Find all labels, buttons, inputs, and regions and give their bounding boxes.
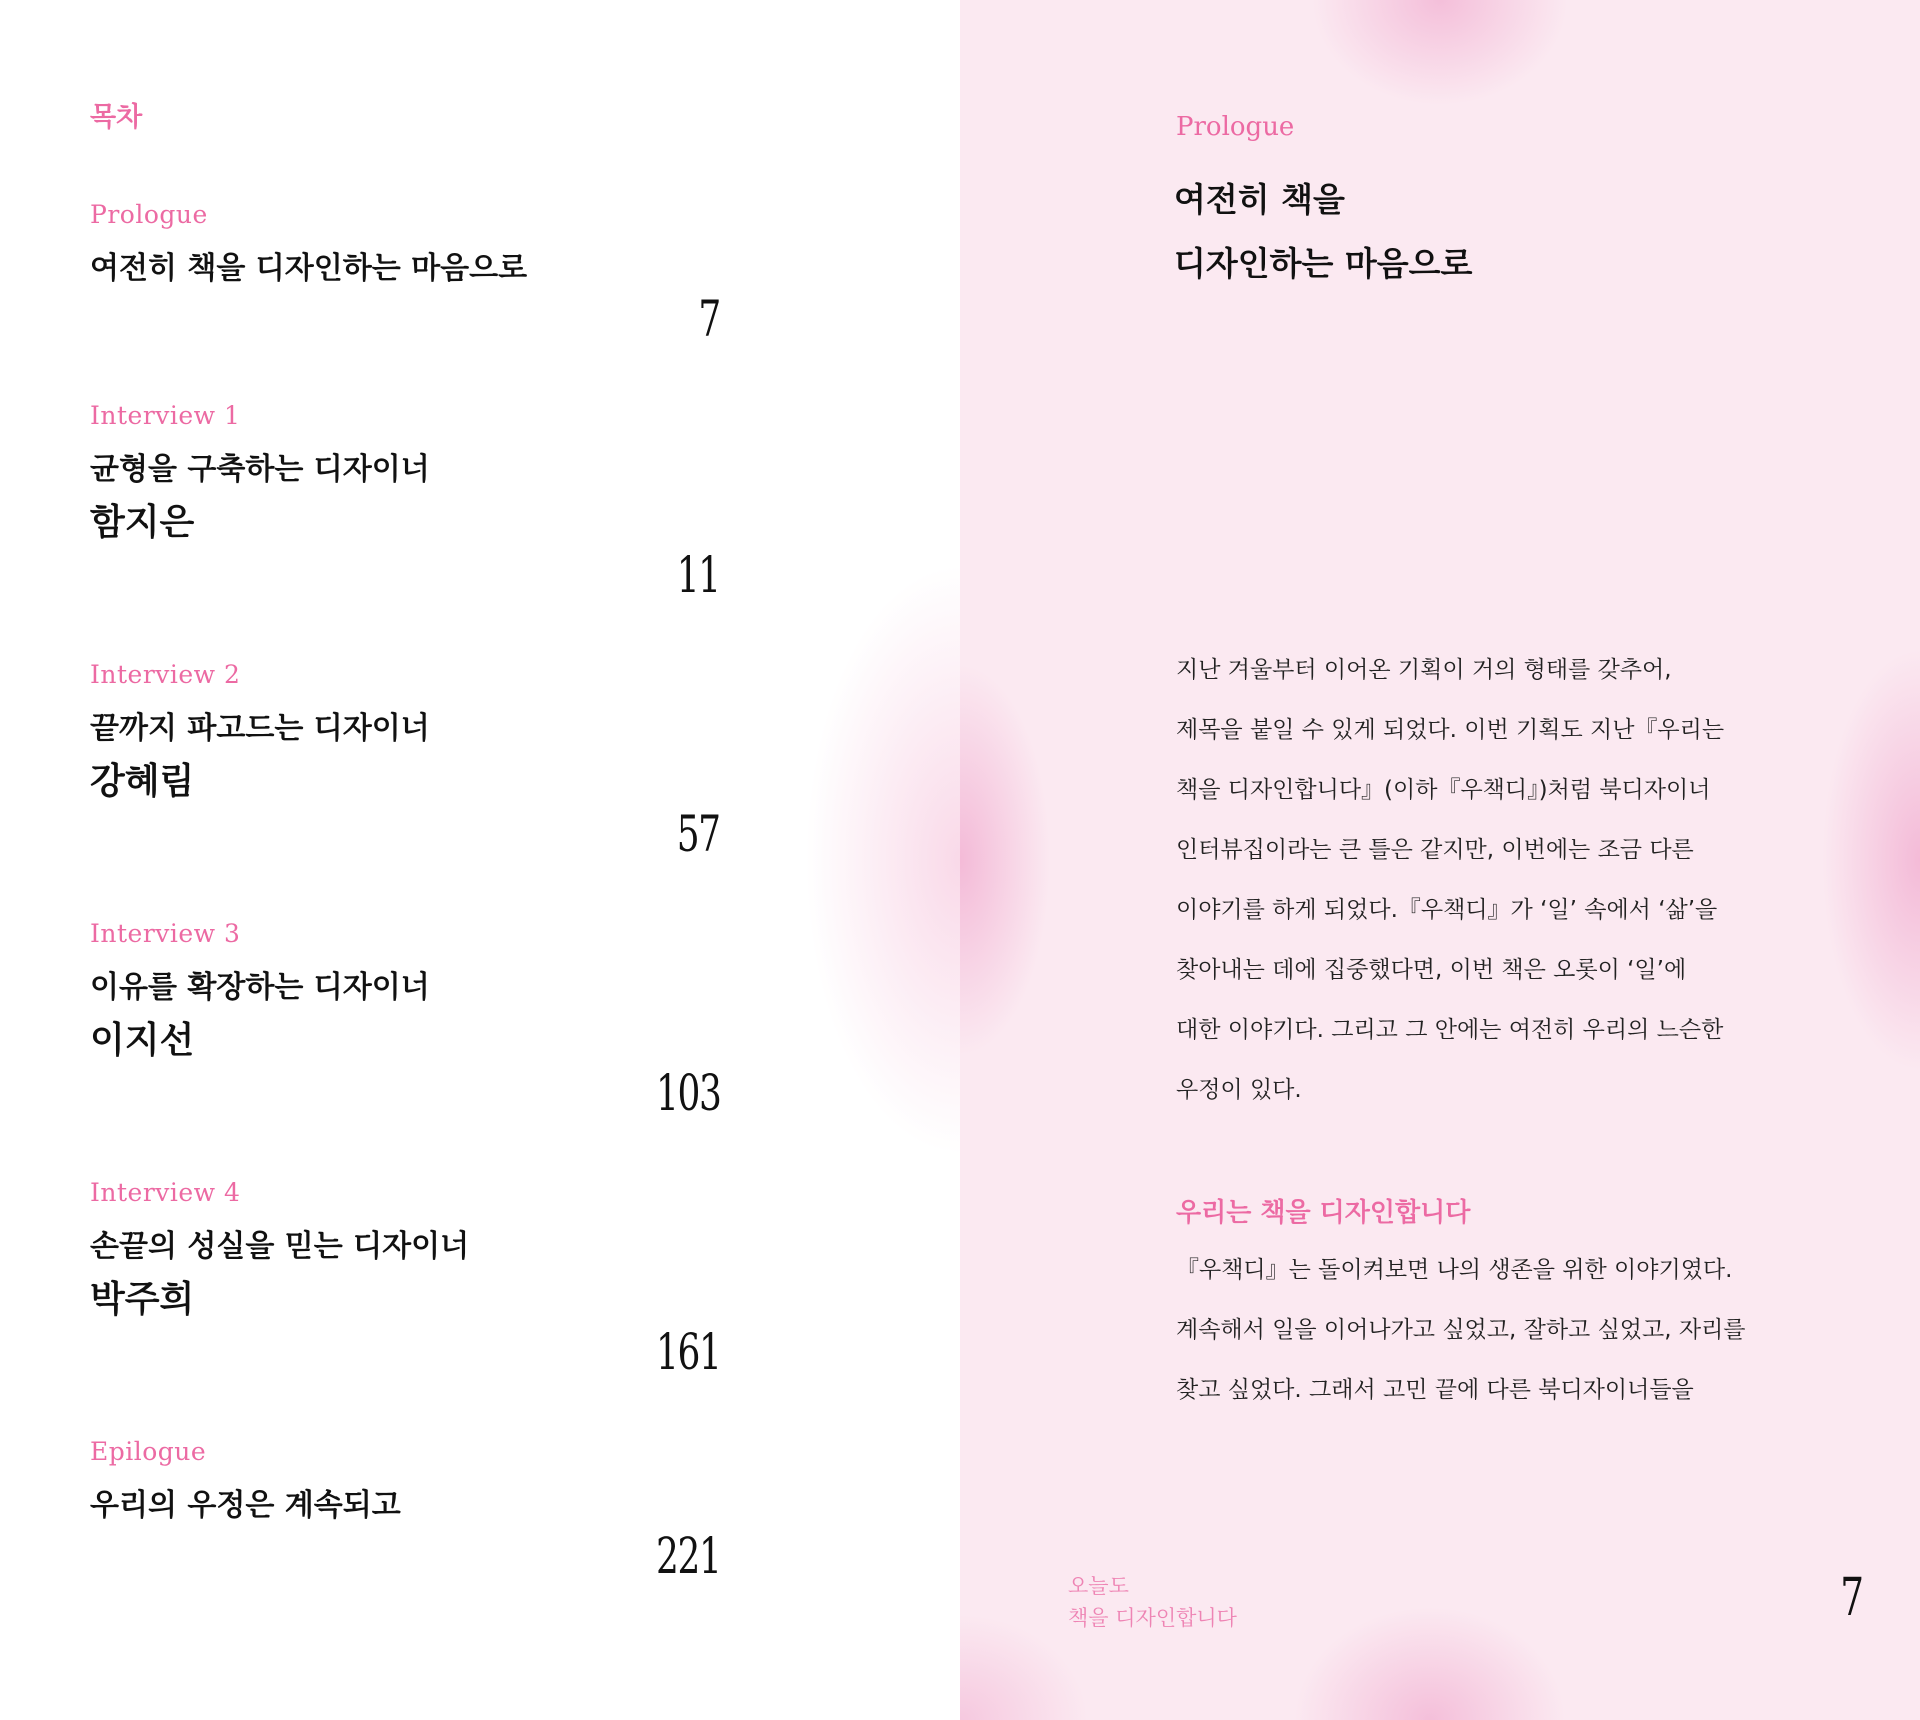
toc-entry-prologue[interactable] [90, 195, 720, 348]
body-line: 제목을 붙일 수 있게 되었다. 이번 기획도 지난『우리는 [1176, 717, 1725, 743]
body-line: 지난 겨울부터 이어온 기획이 거의 형태를 갖추어, [1176, 657, 1672, 683]
toc-entry-title: 여전히 책을 디자인하는 마음으로 [90, 251, 528, 286]
toc-entry-title: 끝까지 파고드는 디자이너 [90, 711, 430, 746]
toc-entry-interview-4[interactable] [90, 1173, 720, 1381]
toc-entry-designer-name: 이지선 [90, 1020, 195, 1061]
toc-entry-designer-name: 함지은 [90, 502, 195, 543]
toc-entry-epilogue[interactable] [90, 1432, 720, 1585]
toc-entry-title: 이유를 확장하는 디자이너 [90, 970, 430, 1005]
prologue-title [1174, 168, 1734, 296]
running-head [1068, 1570, 1237, 1634]
toc-entry-page-number: 7 [698, 290, 720, 348]
toc-entry-interview-3[interactable] [90, 914, 720, 1122]
running-head-line: 오늘도 [1068, 1574, 1129, 1598]
body-line: 대한 이야기다. 그리고 그 안에는 여전히 우리의 느슨한 [1176, 1017, 1724, 1043]
running-head-line: 책을 디자인합니다 [1068, 1606, 1237, 1630]
body-line: 이야기를 하게 되었다.『우책디』가 ‘일’ 속에서 ‘삶’을 [1176, 897, 1718, 923]
prologue-paragraph-1 [1176, 640, 1816, 1120]
toc-entry-label: Interview 2 [90, 660, 241, 689]
body-line: 인터뷰집이라는 큰 틀은 같지만, 이번에는 조금 다른 [1176, 837, 1694, 863]
toc-entry-page-number: 57 [677, 805, 720, 863]
toc-entry-page-number: 221 [655, 1527, 720, 1585]
toc-entry-label: Epilogue [90, 1437, 207, 1466]
right-page-prologue [960, 0, 1920, 1720]
section-heading: 우리는 책을 디자인합니다 [1176, 1198, 1471, 1228]
toc-entry-designer-name: 박주희 [90, 1279, 195, 1320]
prologue-paragraph-2 [1176, 1240, 1816, 1420]
body-line: 우정이 있다. [1176, 1077, 1302, 1103]
page-number: 7 [1840, 1568, 1864, 1628]
toc-heading: 목차 [90, 102, 143, 133]
toc-entry-title: 우리의 우정은 계속되고 [90, 1488, 401, 1523]
toc-entry-label: Interview 1 [90, 401, 241, 430]
toc-entry-label: Interview 4 [90, 1178, 241, 1207]
toc-entry-label: Prologue [90, 200, 208, 229]
toc-entry-page-number: 11 [677, 546, 720, 604]
body-line: 계속해서 일을 이어나가고 싶었고, 잘하고 싶었고, 자리를 [1176, 1317, 1746, 1343]
toc-entry-designer-name: 강혜림 [90, 761, 195, 802]
toc-entry-page-number: 161 [655, 1323, 720, 1381]
prologue-title-line: 여전히 책을 [1174, 180, 1345, 219]
body-line: 『우책디』는 돌이켜보면 나의 생존을 위한 이야기였다. [1176, 1257, 1733, 1283]
toc-entry-interview-2[interactable] [90, 655, 720, 863]
body-line: 책을 디자인합니다』(이하『우책디』)처럼 북디자이너 [1176, 777, 1711, 803]
toc-entry-page-number: 103 [655, 1064, 720, 1122]
toc-entry-title: 손끝의 성실을 믿는 디자이너 [90, 1229, 470, 1264]
prologue-title-line: 디자인하는 마음으로 [1174, 244, 1473, 283]
toc-entry-label: Interview 3 [90, 919, 241, 948]
prologue-label: Prologue [1176, 112, 1295, 142]
body-line: 찾고 싶었다. 그래서 고민 끝에 다른 북디자이너들을 [1176, 1377, 1694, 1403]
toc-entry-title: 균형을 구축하는 디자이너 [90, 452, 430, 487]
body-line: 찾아내는 데에 집중했다면, 이번 책은 오롯이 ‘일’에 [1176, 957, 1687, 983]
toc-entry-interview-1[interactable] [90, 396, 720, 604]
